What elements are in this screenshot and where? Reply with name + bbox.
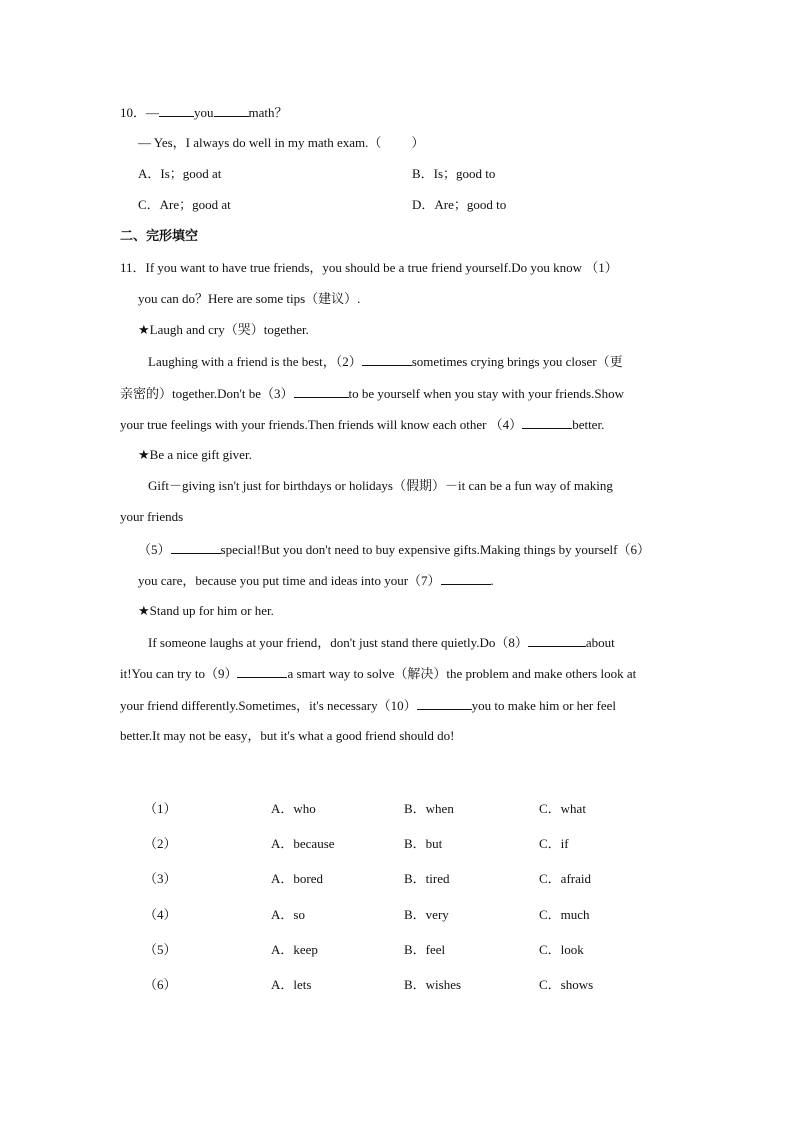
paragraph-1-line-1	[148, 352, 623, 371]
choice-a: A．bored	[271, 871, 323, 887]
choice-a: A．lets	[271, 977, 312, 993]
choice-c: C．afraid	[539, 871, 591, 887]
choice-number: （2）	[144, 836, 177, 852]
tip-2-title: ★Be a nice gift giver.	[138, 447, 252, 462]
choice-b: B．very	[404, 906, 449, 922]
choice-a: A．because	[271, 836, 335, 852]
choice-c: C．much	[539, 906, 590, 922]
text-segment: .	[490, 573, 494, 588]
paragraph-2-line-1: Gift－giving isn't just for birthdays or holidays（假期）－it can be a fun way of making	[148, 478, 613, 493]
choice-a: A．keep	[271, 941, 318, 957]
q10-answer-line	[138, 134, 424, 152]
q10-number: 10．	[120, 105, 147, 120]
answer-blank-9	[237, 664, 287, 678]
answer-blank	[159, 103, 194, 117]
section-heading: 二、完形填空	[120, 229, 199, 244]
text-segment: a smart way to solve（解决）the problem and make others look at	[287, 666, 637, 681]
paragraph-3-line-2	[120, 664, 636, 683]
q10-word-2: math？	[248, 105, 288, 120]
choice-a: A．who	[271, 801, 316, 817]
q11-intro-line-1: 11．If you want to have true friends，you should be a true friend yourself.Do you know （1）	[120, 260, 618, 275]
choice-b: B．wishes	[404, 977, 462, 993]
answer-blank-3	[294, 384, 349, 398]
text-segment: better.	[572, 417, 605, 432]
q10-answer-text: — Yes，I always do well in my math exam.（	[138, 135, 382, 150]
answer-blank-5	[171, 540, 221, 554]
choice-number: （5）	[144, 941, 177, 957]
text-segment: sometimes crying brings you closer（更	[411, 354, 623, 369]
q10-option-c: C．Are；good at	[138, 197, 231, 212]
choice-b: B．but	[404, 836, 443, 852]
text-segment: （5）	[138, 542, 171, 557]
text-segment: you care，because you put time and ideas into your（7）	[138, 573, 441, 588]
answer-blank-7	[441, 571, 491, 585]
q10-answer-close: ）	[411, 135, 425, 150]
text-segment: 亲密的）together.Don't be（3）	[120, 386, 294, 401]
q10-option-d: D．Are；good to	[412, 197, 507, 212]
paragraph-3-line-1	[148, 633, 615, 652]
choice-c: C．what	[539, 801, 586, 817]
tip-3-title: ★Stand up for him or her.	[138, 603, 274, 618]
paragraph-2-line-4	[138, 571, 494, 590]
choice-row	[144, 966, 639, 1001]
paragraph-1-line-3	[120, 415, 604, 434]
text-segment: special!But you don't need to buy expensive gifts.Making things by yourself（6）	[220, 542, 650, 557]
choices-table	[144, 790, 639, 1001]
text-segment: you to make him or her feel	[471, 698, 616, 713]
paragraph-2-line-3	[138, 540, 650, 559]
paragraph-3-line-3	[120, 696, 616, 715]
choice-number: （4）	[144, 906, 177, 922]
text-segment: your friend differently.Sometimes，it's necessary（10）	[120, 698, 417, 713]
tip-1-title: ★Laugh and cry（哭）together.	[138, 322, 309, 337]
q10-option-b: B．Is；good to	[412, 166, 496, 181]
choice-b: B．tired	[404, 871, 450, 887]
q10-word-1: you	[194, 105, 214, 120]
choice-c: C．if	[539, 836, 569, 852]
choice-c: C．shows	[539, 977, 594, 993]
choice-row	[144, 825, 639, 860]
text-segment: If someone laughs at your friend，don't just stand there quietly.Do（8）	[148, 635, 528, 650]
text-segment: it!You can try to（9）	[120, 666, 238, 681]
choice-number: （1）	[144, 801, 177, 817]
choice-number: （3）	[144, 871, 177, 887]
choice-row	[144, 896, 639, 931]
q10-question	[120, 103, 288, 122]
answer-blank-10	[417, 696, 472, 710]
choice-number: （6）	[144, 977, 177, 993]
q10-option-a: A．Is；good at	[138, 166, 222, 181]
answer-blank-2	[362, 352, 412, 366]
text-segment: Laughing with a friend is the best，（2）	[148, 354, 362, 369]
answer-blank-8	[528, 633, 586, 647]
answer-blank	[214, 103, 249, 117]
paragraph-2-line-2: your friends	[120, 509, 184, 524]
q10-dash: —	[146, 105, 160, 120]
answer-blank-4	[522, 415, 572, 429]
choice-b: B．feel	[404, 941, 446, 957]
text-segment: about	[585, 635, 615, 650]
paragraph-3-line-4: better.It may not be easy，but it's what a good friend should do!	[120, 728, 455, 743]
choice-c: C．look	[539, 941, 584, 957]
choice-row	[144, 931, 639, 966]
text-segment: to be yourself when you stay with your friends.Show	[348, 386, 624, 401]
choice-row	[144, 860, 639, 895]
choice-row	[144, 790, 639, 825]
q11-intro-line-2: you can do？Here are some tips（建议）.	[138, 291, 361, 306]
paragraph-1-line-2	[120, 384, 624, 403]
choice-a: A．so	[271, 906, 305, 922]
choice-b: B．when	[404, 801, 454, 817]
text-segment: your true feelings with your friends.Then friends will know each other （4）	[120, 417, 523, 432]
